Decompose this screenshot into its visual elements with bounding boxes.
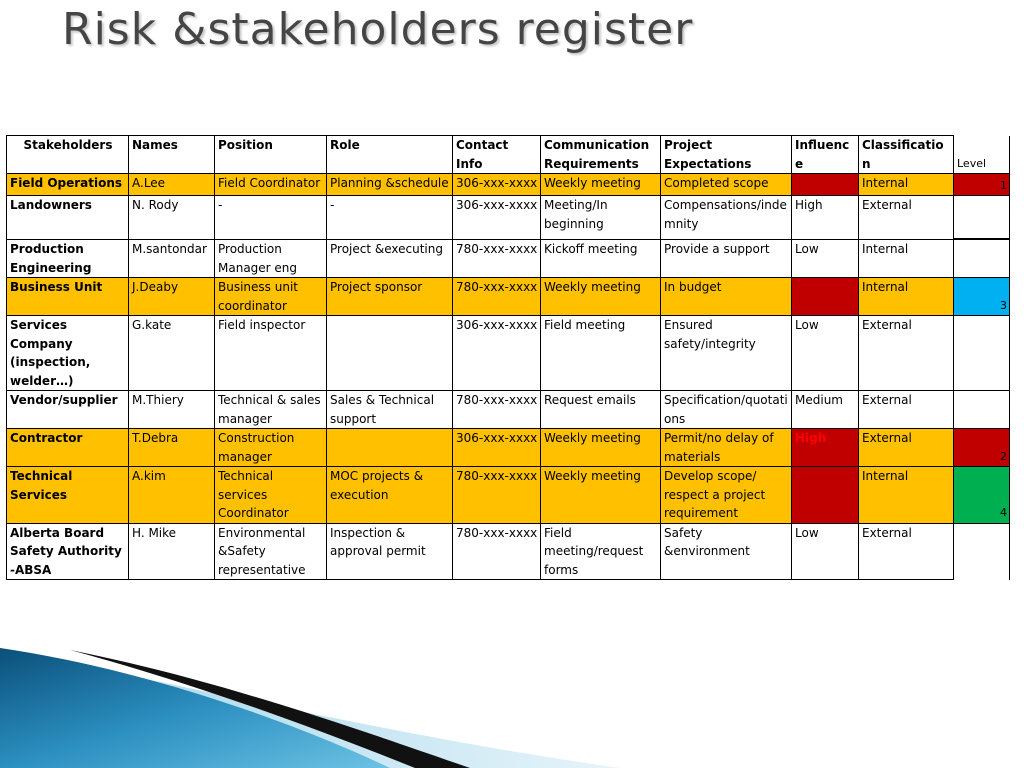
table-row bbox=[7, 467, 1010, 524]
influence-cell: High bbox=[792, 278, 859, 316]
communication-cell: Weekly meeting bbox=[541, 467, 661, 524]
position-cell: Production Manager eng bbox=[215, 240, 327, 278]
name-cell: N. Rody bbox=[129, 196, 215, 240]
stakeholder-cell: Production Engineering bbox=[7, 240, 129, 278]
blue-band bbox=[0, 648, 390, 768]
communication-cell: Weekly meeting bbox=[541, 278, 661, 316]
influence-cell: Low bbox=[792, 523, 859, 580]
level-cell bbox=[954, 196, 1010, 240]
expectations-cell: Safety &environment bbox=[661, 523, 792, 580]
influence-cell: Medium bbox=[792, 391, 859, 429]
role-cell: Project &executing bbox=[327, 240, 453, 278]
classification-cell: Internal bbox=[859, 278, 954, 316]
role-cell: Project sponsor bbox=[327, 278, 453, 316]
classification-cell: External bbox=[859, 316, 954, 391]
position-cell: Field Coordinator bbox=[215, 174, 327, 196]
expectations-cell: In budget bbox=[661, 278, 792, 316]
stakeholder-register-table bbox=[6, 135, 1010, 580]
classification-cell: External bbox=[859, 523, 954, 580]
influence-cell: Low bbox=[792, 316, 859, 391]
influence-cell: High bbox=[792, 174, 859, 196]
stakeholder-cell: Landowners bbox=[7, 196, 129, 240]
classification-cell: External bbox=[859, 391, 954, 429]
influence-cell: High bbox=[792, 467, 859, 524]
role-cell: Planning &schedule bbox=[327, 174, 453, 196]
contact-cell: 780-xxx-xxxx bbox=[453, 467, 541, 524]
level-cell: 3 bbox=[954, 278, 1010, 316]
level-cell: 4 bbox=[954, 467, 1010, 524]
table-row bbox=[7, 523, 1010, 580]
table-header-row bbox=[7, 136, 1010, 174]
classification-cell: Internal bbox=[859, 174, 954, 196]
column-header: Names bbox=[129, 136, 215, 174]
stakeholder-cell: Contractor bbox=[7, 429, 129, 467]
slide-corner-decoration bbox=[0, 630, 1024, 768]
role-cell: Inspection & approval permit bbox=[327, 523, 453, 580]
column-header: Role bbox=[327, 136, 453, 174]
position-cell: Technical & sales manager bbox=[215, 391, 327, 429]
role-cell: Sales & Technical support bbox=[327, 391, 453, 429]
column-header: Level bbox=[954, 136, 1010, 174]
expectations-cell: Permit/no delay of materials bbox=[661, 429, 792, 467]
level-cell: 1 bbox=[954, 174, 1010, 196]
classification-cell: External bbox=[859, 429, 954, 467]
stakeholder-cell: Business Unit bbox=[7, 278, 129, 316]
column-header: Stakeholders bbox=[7, 136, 129, 174]
name-cell: A.kim bbox=[129, 467, 215, 524]
contact-cell: 306-xxx-xxxx bbox=[453, 316, 541, 391]
position-cell: Field inspector bbox=[215, 316, 327, 391]
table-row bbox=[7, 278, 1010, 316]
role-cell: - bbox=[327, 196, 453, 240]
influence-cell: Low bbox=[792, 240, 859, 278]
contact-cell: 306-xxx-xxxx bbox=[453, 174, 541, 196]
classification-cell: Internal bbox=[859, 467, 954, 524]
level-cell bbox=[954, 523, 1010, 580]
communication-cell: Field meeting bbox=[541, 316, 661, 391]
expectations-cell: Completed scope bbox=[661, 174, 792, 196]
position-cell: Technical services Coordinator bbox=[215, 467, 327, 524]
page-title: Risk &stakeholders register bbox=[62, 4, 694, 55]
column-header: Position bbox=[215, 136, 327, 174]
stakeholder-cell: Vendor/supplier bbox=[7, 391, 129, 429]
column-header: Classification bbox=[859, 136, 954, 174]
position-cell: Business unit coordinator bbox=[215, 278, 327, 316]
table-row bbox=[7, 240, 1010, 278]
level-cell: 2 bbox=[954, 429, 1010, 467]
name-cell: H. Mike bbox=[129, 523, 215, 580]
table-row bbox=[7, 391, 1010, 429]
level-cell bbox=[954, 391, 1010, 429]
contact-cell: 306-xxx-xxxx bbox=[453, 429, 541, 467]
position-cell: - bbox=[215, 196, 327, 240]
table-row bbox=[7, 429, 1010, 467]
stakeholder-cell: Services Company (inspection, welder…) bbox=[7, 316, 129, 391]
communication-cell: Weekly meeting bbox=[541, 174, 661, 196]
expectations-cell: Specification/quotations bbox=[661, 391, 792, 429]
column-header: Contact Info bbox=[453, 136, 541, 174]
role-cell bbox=[327, 429, 453, 467]
contact-cell: 780-xxx-xxxx bbox=[453, 391, 541, 429]
name-cell: M.Thiery bbox=[129, 391, 215, 429]
influence-cell: High bbox=[792, 429, 859, 467]
influence-cell: High bbox=[792, 196, 859, 240]
name-cell: G.kate bbox=[129, 316, 215, 391]
contact-cell: 780-xxx-xxxx bbox=[453, 523, 541, 580]
stakeholder-cell: Alberta Board Safety Authority -ABSA bbox=[7, 523, 129, 580]
contact-cell: 306-xxx-xxxx bbox=[453, 196, 541, 240]
stakeholder-cell: Technical Services bbox=[7, 467, 129, 524]
column-header: Communication Requirements bbox=[541, 136, 661, 174]
communication-cell: Field meeting/request forms bbox=[541, 523, 661, 580]
name-cell: A.Lee bbox=[129, 174, 215, 196]
position-cell: Environmental &Safety representative bbox=[215, 523, 327, 580]
expectations-cell: Ensured safety/integrity bbox=[661, 316, 792, 391]
table-row bbox=[7, 316, 1010, 391]
communication-cell: Weekly meeting bbox=[541, 429, 661, 467]
position-cell: Construction manager bbox=[215, 429, 327, 467]
table-row bbox=[7, 174, 1010, 196]
name-cell: M.santondar bbox=[129, 240, 215, 278]
column-header: Influence bbox=[792, 136, 859, 174]
name-cell: T.Debra bbox=[129, 429, 215, 467]
contact-cell: 780-xxx-xxxx bbox=[453, 240, 541, 278]
table-row bbox=[7, 196, 1010, 240]
role-cell bbox=[327, 316, 453, 391]
expectations-cell: Provide a support bbox=[661, 240, 792, 278]
role-cell: MOC projects & execution bbox=[327, 467, 453, 524]
classification-cell: Internal bbox=[859, 240, 954, 278]
contact-cell: 780-xxx-xxxx bbox=[453, 278, 541, 316]
stakeholder-cell: Field Operations bbox=[7, 174, 129, 196]
communication-cell: Request emails bbox=[541, 391, 661, 429]
communication-cell: Kickoff meeting bbox=[541, 240, 661, 278]
level-cell bbox=[954, 240, 1010, 278]
name-cell: J.Deaby bbox=[129, 278, 215, 316]
expectations-cell: Compensations/indemnity bbox=[661, 196, 792, 240]
communication-cell: Meeting/In beginning bbox=[541, 196, 661, 240]
column-header: Project Expectations bbox=[661, 136, 792, 174]
level-cell bbox=[954, 316, 1010, 391]
expectations-cell: Develop scope/ respect a project requirement bbox=[661, 467, 792, 524]
classification-cell: External bbox=[859, 196, 954, 240]
